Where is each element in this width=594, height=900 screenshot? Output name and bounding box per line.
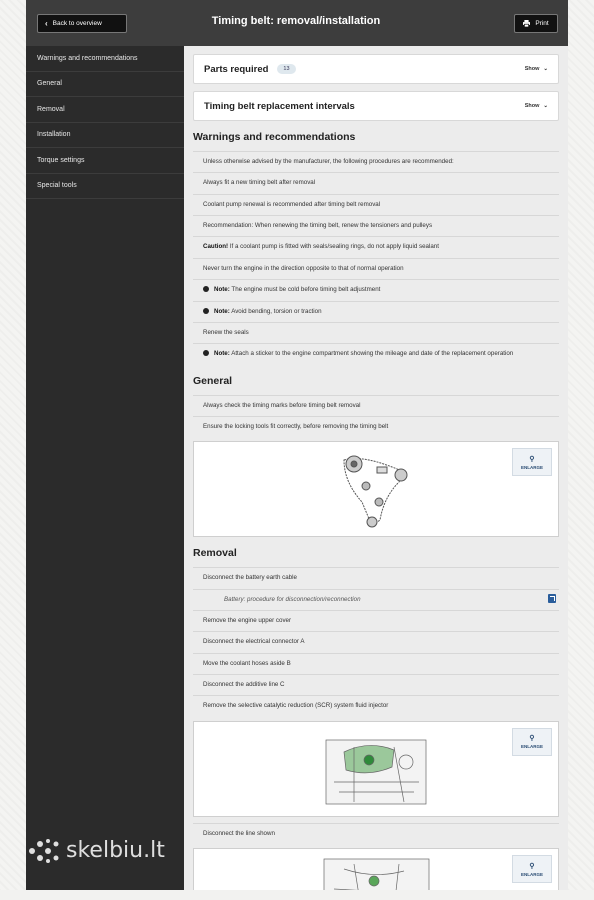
card-title: Parts required [204, 63, 269, 75]
print-icon [523, 20, 530, 27]
instruction-row [193, 194, 559, 215]
search-icon: ⚲ [529, 862, 535, 870]
row-text: Ensure the locking tools fit correctly, before removing the timing belt [203, 422, 389, 430]
row-text: Recommendation: When renewing the timing belt, renew the tensioners and pulleys [203, 222, 433, 230]
line-figure [193, 848, 559, 890]
instruction-row [193, 172, 559, 193]
count-badge: 13 [277, 64, 295, 74]
instruction-row [193, 610, 559, 631]
instruction-row [193, 279, 559, 300]
row-text: Unless otherwise advised by the manufacturer, the following procedures are recommended: [203, 158, 454, 165]
instruction-row [193, 567, 559, 588]
row-text: Disconnect the battery earth cable [203, 574, 297, 582]
row-text: Attach a sticker to the engine compartment showing the mileage and date of the replacement operation [229, 350, 514, 358]
chevron-left-icon: ‹ [45, 19, 48, 28]
row-text: Disconnect the electrical connector A [203, 638, 305, 646]
row-text: Renew the seals [203, 328, 249, 336]
page-bottom-strip [0, 890, 594, 900]
sidebar-item-label: General [37, 80, 62, 88]
instruction-row [193, 322, 559, 343]
sidebar-item-torque-settings[interactable] [26, 148, 184, 174]
app-window [26, 0, 568, 890]
sidebar-item-removal[interactable] [26, 97, 184, 123]
row-text: Move the coolant hoses aside B [203, 659, 291, 667]
print-button[interactable] [514, 14, 558, 33]
instruction-row [193, 343, 559, 364]
instruction-row [193, 653, 559, 674]
row-text: If a coolant pump is fitted with seals/sealing rings, do not apply liquid sealant [228, 243, 439, 251]
enlarge-button[interactable] [512, 728, 552, 756]
timing-belt-diagram [194, 442, 560, 538]
line-drawing [194, 849, 560, 890]
sidebar-item-label: Torque settings [37, 156, 85, 164]
top-bar [26, 0, 568, 46]
row-text: Coolant pump renewal is recommended after timing belt removal [203, 200, 381, 208]
sub-reference-row[interactable] [193, 589, 559, 610]
row-prefix: Note: [214, 350, 230, 358]
row-text: Never turn the engine in the direction opposite to that of normal operation [203, 264, 404, 272]
sidebar-item-installation[interactable] [26, 123, 184, 149]
engine-bay-drawing [194, 722, 560, 818]
sidebar-item-general[interactable] [26, 72, 184, 98]
instruction-row [193, 695, 559, 716]
watermark [28, 838, 165, 863]
replacement-intervals-card[interactable] [193, 91, 559, 121]
show-label: Show [524, 103, 540, 109]
info-icon [203, 286, 209, 292]
enlarge-button[interactable] [512, 448, 552, 476]
row-text: The engine must be cold before timing belt adjustment [229, 286, 381, 294]
show-label: Show [524, 66, 540, 72]
sidebar-item-label: Special tools [37, 182, 77, 190]
row-prefix: Note: [214, 307, 230, 315]
general-list [193, 395, 559, 438]
row-text: Remove the selective catalytic reduction (SCR) system fluid injector [203, 702, 389, 710]
search-icon: ⚲ [529, 735, 535, 743]
row-text: Remove the engine upper cover [203, 617, 292, 625]
enlarge-label: ENLARGE [520, 871, 543, 877]
main-content [184, 46, 568, 890]
removal-list [193, 567, 559, 717]
instruction-row [193, 395, 559, 416]
search-icon: ⚲ [529, 455, 535, 463]
sidebar-item-special-tools[interactable] [26, 174, 184, 200]
instruction-row [193, 674, 559, 695]
instruction-row [193, 215, 559, 236]
enlarge-button[interactable] [512, 855, 552, 883]
sidebar [26, 46, 184, 890]
back-button-label: Back to overview [52, 20, 102, 27]
content-column [193, 54, 559, 890]
chevron-down-icon: ⌄ [543, 66, 548, 72]
instruction-row [193, 258, 559, 279]
instruction-row [193, 151, 559, 172]
watermark-text: skelbiu.lt [66, 838, 165, 863]
instruction-row [193, 236, 559, 257]
sidebar-item-label: Installation [37, 131, 71, 139]
timing-diagram-figure [193, 441, 559, 537]
instruction-row [193, 631, 559, 652]
print-button-label: Print [535, 20, 549, 27]
page-title: Timing belt: removal/installation [211, 15, 381, 27]
show-toggle[interactable] [525, 103, 548, 109]
row-text: Battery: procedure for disconnection/reconnection [224, 595, 361, 603]
sidebar-item-warnings[interactable] [26, 46, 184, 72]
info-icon [203, 350, 209, 356]
section-heading-removal: Removal [193, 547, 237, 560]
show-toggle[interactable] [525, 66, 548, 72]
parts-required-card[interactable] [193, 54, 559, 84]
warnings-list [193, 151, 559, 365]
chevron-down-icon: ⌄ [543, 103, 548, 109]
engine-bay-figure [193, 721, 559, 817]
row-text: Disconnect the additive line C [203, 681, 285, 689]
enlarge-label: ENLARGE [520, 464, 543, 470]
row-text: Always check the timing marks before timing belt removal [203, 401, 361, 409]
dots-logo-icon [28, 839, 60, 863]
instruction-row [193, 416, 559, 437]
section-heading-general: General [193, 374, 233, 387]
card-title: Timing belt replacement intervals [204, 100, 355, 112]
info-icon [203, 308, 209, 314]
row-text: Always fit a new timing belt after removal [203, 179, 316, 187]
row-prefix: Note: [214, 286, 230, 294]
section-heading-warnings: Warnings and recommendations [193, 131, 356, 143]
instruction-row: Disconnect the line shown [193, 823, 559, 844]
enlarge-label: ENLARGE [520, 744, 543, 750]
sidebar-item-label: Removal [37, 105, 65, 113]
row-prefix: Caution! [203, 243, 229, 251]
instruction-row [193, 301, 559, 322]
sidebar-item-label: Warnings and recommendations [37, 54, 138, 62]
back-to-overview-button[interactable] [37, 14, 127, 33]
row-text: Avoid bending, torsion or traction [229, 307, 322, 315]
external-link-icon[interactable] [548, 594, 556, 603]
